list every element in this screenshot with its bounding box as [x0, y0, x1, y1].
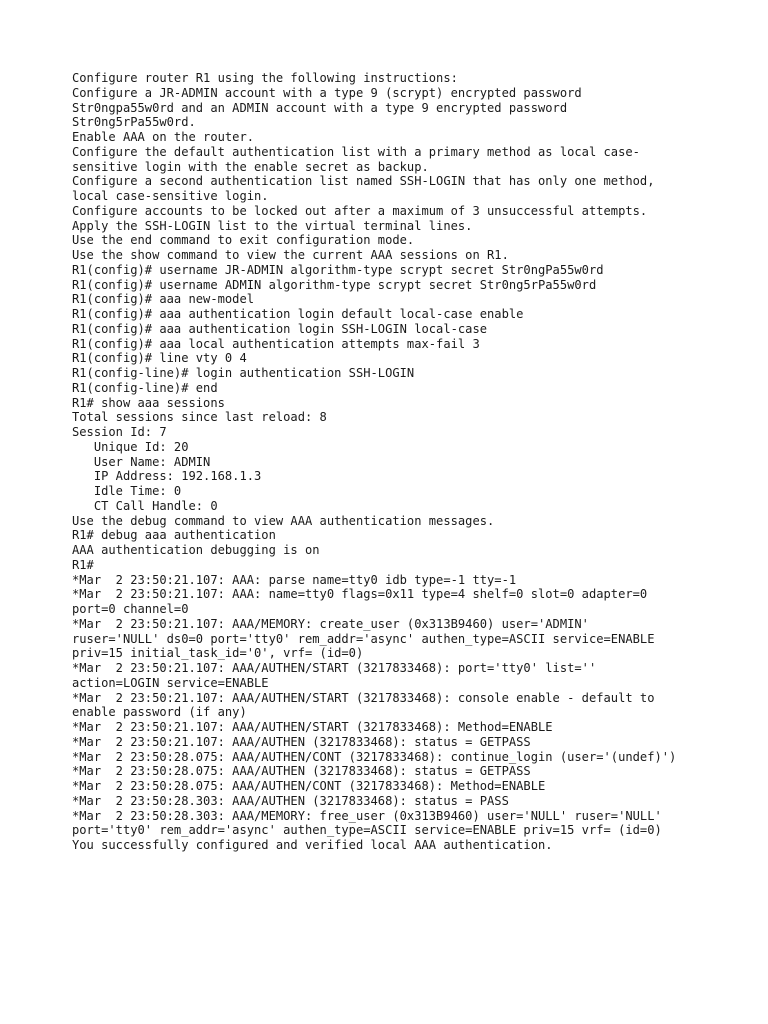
text-line: R1(config)# aaa authentication login SSH-LOGIN local-case [72, 321, 488, 336]
text-line: User Name: ADMIN [72, 454, 211, 469]
text-line: action=LOGIN service=ENABLE [72, 675, 269, 690]
text-line: CT Call Handle: 0 [72, 498, 218, 513]
text-line: Use the show command to view the current AAA sessions on R1. [72, 248, 509, 262]
text-line: IP Address: 192.168.1.3 [72, 469, 262, 484]
text-line: R1(config)# aaa local authentication attempts max-fail 3 [72, 336, 480, 351]
text-line: *Mar 2 23:50:21.107: AAA/AUTHEN/START (3217833468): Method=ENABLE [72, 720, 553, 734]
text-line: Str0ng5rPa55w0rd. [72, 115, 196, 130]
text-line: Apply the SSH-LOGIN list to the virtual terminal lines. [72, 218, 473, 233]
text-line: You successfully configured and verified local AAA authentication. [72, 838, 553, 852]
text-line: port=0 channel=0 [72, 602, 189, 616]
text-line: Use the end command to exit configuration mode. [72, 233, 415, 248]
text-line: Configure accounts to be locked out after a maximum of 3 unsuccessful attempts. [72, 203, 648, 218]
text-line: R1(config)# line vty 0 4 [72, 351, 247, 366]
text-line: R1(config)# aaa new-model [72, 292, 255, 307]
text-line: R1(config-line)# login authentication SSH-LOGIN [72, 366, 415, 380]
text-line: ruser='NULL' ds0=0 port='tty0' rem_addr='async' authen_type=ASCII service=ENABLE [72, 631, 655, 646]
text-line: *Mar 2 23:50:21.107: AAA: name=tty0 flags=0x11 type=4 shelf=0 slot=0 adapter=0 [72, 587, 648, 602]
text-line: port='tty0' rem_addr='async' authen_type=ASCII service=ENABLE priv=15 vrf= (id=0) [72, 823, 662, 838]
text-line: R1(config-line)# end [72, 380, 218, 395]
text-line: Str0ngpa55w0rd and an ADMIN account with a type 9 encrypted password [72, 100, 568, 115]
text-line: R1# show aaa sessions [72, 395, 225, 410]
text-line: R1(config)# aaa authentication login default local-case enable [72, 307, 524, 321]
text-line: enable password (if any) [72, 705, 247, 720]
text-line: *Mar 2 23:50:28.075: AAA/AUTHEN/CONT (3217833468): continue_login (user='(undef)') [72, 749, 677, 764]
text-line: Idle Time: 0 [72, 484, 182, 498]
text-line: Total sessions since last reload: 8 [72, 410, 327, 425]
text-line: Enable AAA on the router. [72, 130, 255, 144]
text-line: sensitive login with the enable secret as backup. [72, 159, 429, 174]
text-line: Configure the default authentication list with a primary method as local case- [72, 144, 640, 159]
text-line: Configure a second authentication list named SSH-LOGIN that has only one method, [72, 174, 655, 189]
text-line: *Mar 2 23:50:28.075: AAA/AUTHEN/CONT (3217833468): Method=ENABLE [72, 779, 546, 793]
text-line: priv=15 initial_task_id='0', vrf= (id=0) [72, 646, 364, 661]
text-line: *Mar 2 23:50:28.303: AAA/AUTHEN (3217833468): status = PASS [72, 793, 509, 808]
text-line: R1# [72, 557, 94, 572]
text-line: *Mar 2 23:50:21.107: AAA/MEMORY: create_user (0x313B9460) user='ADMIN' [72, 616, 589, 631]
text-line: Configure router R1 using the following instructions: [72, 71, 458, 85]
text-line: *Mar 2 23:50:21.107: AAA/AUTHEN (3217833468): status = GETPASS [72, 734, 531, 749]
text-line: local case-sensitive login. [72, 189, 269, 203]
text-line: Unique Id: 20 [72, 439, 189, 454]
text-line: *Mar 2 23:50:28.303: AAA/MEMORY: free_user (0x313B9460) user='NULL' ruser='NULL' [72, 808, 662, 823]
text-line: Configure a JR-ADMIN account with a type 9 (scrypt) encrypted password [72, 85, 582, 100]
text-line: AAA authentication debugging is on [72, 543, 320, 557]
document-page [72, 71, 752, 853]
text-line: R1(config)# username JR-ADMIN algorithm-type scrypt secret Str0ngPa55w0rd [72, 262, 604, 277]
text-line: *Mar 2 23:50:21.107: AAA/AUTHEN/START (3217833468): port='tty0' list='' [72, 661, 597, 675]
text-line: Session Id: 7 [72, 425, 167, 439]
text-line: *Mar 2 23:50:28.075: AAA/AUTHEN (3217833468): status = GETPASS [72, 764, 531, 779]
text-line: *Mar 2 23:50:21.107: AAA: parse name=tty0 idb type=-1 tty=-1 [72, 572, 517, 587]
text-line: R1# debug aaa authentication [72, 528, 276, 543]
text-line: *Mar 2 23:50:21.107: AAA/AUTHEN/START (3217833468): console enable - default to [72, 690, 655, 705]
text-line: Use the debug command to view AAA authentication messages. [72, 513, 495, 528]
text-line: R1(config)# username ADMIN algorithm-type scrypt secret Str0ng5rPa55w0rd [72, 277, 597, 292]
